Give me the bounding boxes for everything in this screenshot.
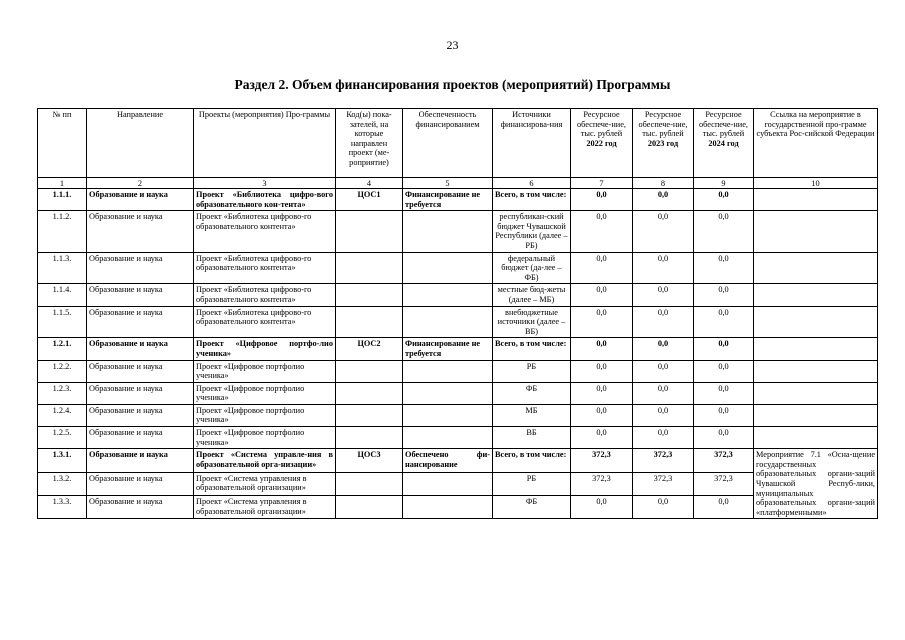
table-row [38, 404, 878, 426]
cell-value-2023: 0,0 [633, 404, 694, 426]
cell-value-2024: 0,0 [694, 252, 754, 284]
cell-direction: Образование и наука [87, 252, 194, 284]
cell-code [336, 306, 403, 338]
cell-project: Проект «Цифровое портфолио ученика» [194, 360, 336, 382]
cell-num: 1.3.3. [38, 496, 87, 519]
header-projects: Проекты (мероприятия) Про-граммы [194, 109, 336, 178]
cell-value-2022: 0,0 [571, 306, 633, 338]
cell-source: республикан-ский бюджет Чувашской Республики (далее – РБ) [493, 211, 571, 252]
cell-value-2022: 0,0 [571, 496, 633, 519]
cell-funding-status [403, 382, 493, 404]
cell-value-2023: 0,0 [633, 189, 694, 211]
cell-source: ФБ [493, 496, 571, 519]
column-number: 2 [87, 178, 194, 189]
header-row [38, 109, 878, 178]
cell-value-2022: 0,0 [571, 338, 633, 360]
cell-funding-status: Обеспечено фи-нансирование [403, 449, 493, 472]
cell-value-2024: 0,0 [694, 382, 754, 404]
table-row [38, 449, 878, 472]
cell-project: Проект «Цифровое портфолио ученика» [194, 404, 336, 426]
cell-direction: Образование и наука [87, 189, 194, 211]
cell-funding-status [403, 211, 493, 252]
cell-direction: Образование и наука [87, 382, 194, 404]
cell-value-2024: 0,0 [694, 404, 754, 426]
cell-project: Проект «Система управления в образовательной организации» [194, 496, 336, 519]
header-codes: Код(ы) пока-зателей, на которые направлен проект (ме-роприятие) [336, 109, 403, 178]
cell-num: 1.2.2. [38, 360, 87, 382]
cell-project: Проект «Библиотека цифрово-го образовательного контента» [194, 252, 336, 284]
header-reference: Ссылка на мероприятие в государственной про-грамме субъекта Рос-сийской Федерации [754, 109, 878, 178]
cell-value-2022: 372,3 [571, 449, 633, 472]
header-resource-2023 [633, 109, 694, 178]
cell-project: Проект «Библиотека цифрово-го образовательного контента» [194, 284, 336, 306]
cell-value-2024: 0,0 [694, 306, 754, 338]
header-resource-2022 [571, 109, 633, 178]
cell-direction: Образование и наука [87, 449, 194, 472]
cell-value-2024: 0,0 [694, 496, 754, 519]
table-row [38, 306, 878, 338]
table-row [38, 360, 878, 382]
column-number: 7 [571, 178, 633, 189]
header-num: № пп [38, 109, 87, 178]
column-number: 6 [493, 178, 571, 189]
cell-value-2023: 0,0 [633, 427, 694, 449]
cell-direction: Образование и наука [87, 427, 194, 449]
cell-value-2023: 0,0 [633, 496, 694, 519]
cell-funding-status [403, 360, 493, 382]
financing-table [37, 108, 878, 519]
cell-direction: Образование и наука [87, 360, 194, 382]
cell-reference [754, 338, 878, 360]
cell-code [336, 496, 403, 519]
cell-source: РБ [493, 472, 571, 495]
cell-direction: Образование и наука [87, 306, 194, 338]
cell-funding-status [403, 472, 493, 495]
cell-source: внебюджетные источники (далее – ВБ) [493, 306, 571, 338]
cell-num: 1.2.3. [38, 382, 87, 404]
cell-code: ЦОС3 [336, 449, 403, 472]
cell-num: 1.2.1. [38, 338, 87, 360]
cell-num: 1.1.5. [38, 306, 87, 338]
cell-project: Проект «Система управления в образовательной организации» [194, 472, 336, 495]
cell-reference [754, 252, 878, 284]
cell-reference [754, 382, 878, 404]
cell-value-2022: 0,0 [571, 189, 633, 211]
cell-reference [754, 360, 878, 382]
cell-value-2023: 0,0 [633, 211, 694, 252]
column-number: 3 [194, 178, 336, 189]
cell-value-2024: 0,0 [694, 360, 754, 382]
column-number: 4 [336, 178, 403, 189]
cell-reference [754, 427, 878, 449]
cell-num: 1.3.1. [38, 449, 87, 472]
cell-project: Проект «Цифровое портфо-лио ученика» [194, 338, 336, 360]
cell-direction: Образование и наука [87, 496, 194, 519]
cell-num: 1.3.2. [38, 472, 87, 495]
cell-reference [754, 284, 878, 306]
cell-value-2024: 0,0 [694, 189, 754, 211]
column-number: 1 [38, 178, 87, 189]
cell-num: 1.1.3. [38, 252, 87, 284]
cell-direction: Образование и наука [87, 338, 194, 360]
cell-num: 1.1.2. [38, 211, 87, 252]
cell-source: местные бюд-жеты (далее – МБ) [493, 284, 571, 306]
cell-code [336, 211, 403, 252]
cell-value-2022: 0,0 [571, 284, 633, 306]
column-number: 9 [694, 178, 754, 189]
cell-value-2022: 0,0 [571, 404, 633, 426]
cell-funding-status: Финансирование не требуется [403, 189, 493, 211]
cell-num: 1.2.5. [38, 427, 87, 449]
table-row [38, 338, 878, 360]
cell-value-2022: 0,0 [571, 252, 633, 284]
cell-value-2024: 372,3 [694, 472, 754, 495]
cell-value-2024: 0,0 [694, 211, 754, 252]
header-resource-label: Ресурсное обеспече-ние, тыс. рублей [576, 110, 626, 139]
cell-funding-status [403, 404, 493, 426]
cell-value-2024: 372,3 [694, 449, 754, 472]
cell-project: Проект «Цифровое портфолио ученика» [194, 382, 336, 404]
cell-value-2023: 372,3 [633, 449, 694, 472]
cell-code [336, 382, 403, 404]
cell-source: федеральный бюджет (да-лее – ФБ) [493, 252, 571, 284]
cell-project: Проект «Библиотека цифрово-го образовательного контента» [194, 211, 336, 252]
header-sources: Источники финансирова-ния [493, 109, 571, 178]
cell-value-2024: 0,0 [694, 338, 754, 360]
cell-project: Проект «Библиотека цифро-вого образовательного кон-тента» [194, 189, 336, 211]
cell-direction: Образование и наука [87, 284, 194, 306]
table-row [38, 284, 878, 306]
table-row [38, 252, 878, 284]
cell-reference [754, 189, 878, 211]
cell-code [336, 404, 403, 426]
header-funding-status: Обеспеченность финансированием [403, 109, 493, 178]
cell-source: РБ [493, 360, 571, 382]
cell-value-2023: 0,0 [633, 360, 694, 382]
header-direction: Направление [87, 109, 194, 178]
table-row [38, 189, 878, 211]
cell-num: 1.1.4. [38, 284, 87, 306]
column-number: 5 [403, 178, 493, 189]
cell-value-2022: 0,0 [571, 360, 633, 382]
cell-value-2023: 0,0 [633, 284, 694, 306]
column-number-row [38, 178, 878, 189]
cell-funding-status [403, 306, 493, 338]
cell-source: Всего, в том числе: [493, 449, 571, 472]
cell-reference [754, 211, 878, 252]
cell-code [336, 360, 403, 382]
cell-value-2024: 0,0 [694, 427, 754, 449]
column-number: 10 [754, 178, 878, 189]
header-resource-2024 [694, 109, 754, 178]
cell-value-2023: 0,0 [633, 306, 694, 338]
cell-direction: Образование и наука [87, 211, 194, 252]
cell-value-2024: 0,0 [694, 284, 754, 306]
cell-value-2022: 0,0 [571, 382, 633, 404]
cell-direction: Образование и наука [87, 404, 194, 426]
header-resource-label: Ресурсное обеспече-ние, тыс. рублей [698, 110, 748, 139]
cell-value-2022: 0,0 [571, 427, 633, 449]
cell-value-2023: 0,0 [633, 382, 694, 404]
cell-value-2022: 0,0 [571, 211, 633, 252]
cell-value-2022: 372,3 [571, 472, 633, 495]
cell-funding-status [403, 427, 493, 449]
cell-direction: Образование и наука [87, 472, 194, 495]
header-year-2023: 2023 год [647, 138, 679, 148]
cell-source: ВБ [493, 427, 571, 449]
cell-funding-status [403, 496, 493, 519]
table-row [38, 472, 878, 495]
cell-project: Проект «Библиотека цифрово-го образовательного контента» [194, 306, 336, 338]
cell-source: МБ [493, 404, 571, 426]
cell-project: Проект «Цифровое портфолио ученика» [194, 427, 336, 449]
cell-project: Проект «Система управле-ния в образовательной орга-низации» [194, 449, 336, 472]
cell-code [336, 284, 403, 306]
cell-code [336, 252, 403, 284]
cell-funding-status [403, 252, 493, 284]
column-number: 8 [633, 178, 694, 189]
cell-code [336, 472, 403, 495]
table-row [38, 496, 878, 519]
cell-funding-status [403, 284, 493, 306]
header-resource-label: Ресурсное обеспече-ние, тыс. рублей [638, 110, 688, 139]
cell-value-2023: 0,0 [633, 252, 694, 284]
cell-source: Всего, в том числе: [493, 338, 571, 360]
cell-code: ЦОС1 [336, 189, 403, 211]
table-row [38, 427, 878, 449]
section-title: Раздел 2. Объем финансирования проектов (мероприятий) Программы [234, 77, 671, 92]
table-row [38, 382, 878, 404]
header-year-2024: 2024 год [708, 138, 739, 148]
cell-num: 1.2.4. [38, 404, 87, 426]
cell-reference [754, 306, 878, 338]
cell-value-2023: 0,0 [633, 338, 694, 360]
page-number: 23 [446, 38, 459, 52]
table-row [38, 211, 878, 252]
cell-source: ФБ [493, 382, 571, 404]
cell-source: Всего, в том числе: [493, 189, 571, 211]
cell-reference: Мероприятие 7.1 «Осна-щение государственных образовательных органи-заций Чувашской Респуб-лики, муниципальных образовательных органи-заций «платформенными» [754, 449, 878, 519]
cell-code [336, 427, 403, 449]
cell-code: ЦОС2 [336, 338, 403, 360]
cell-funding-status: Финансирование не требуется [403, 338, 493, 360]
header-year-2022: 2022 год [586, 138, 617, 148]
cell-num: 1.1.1. [38, 189, 87, 211]
cell-value-2023: 372,3 [633, 472, 694, 495]
cell-reference [754, 404, 878, 426]
